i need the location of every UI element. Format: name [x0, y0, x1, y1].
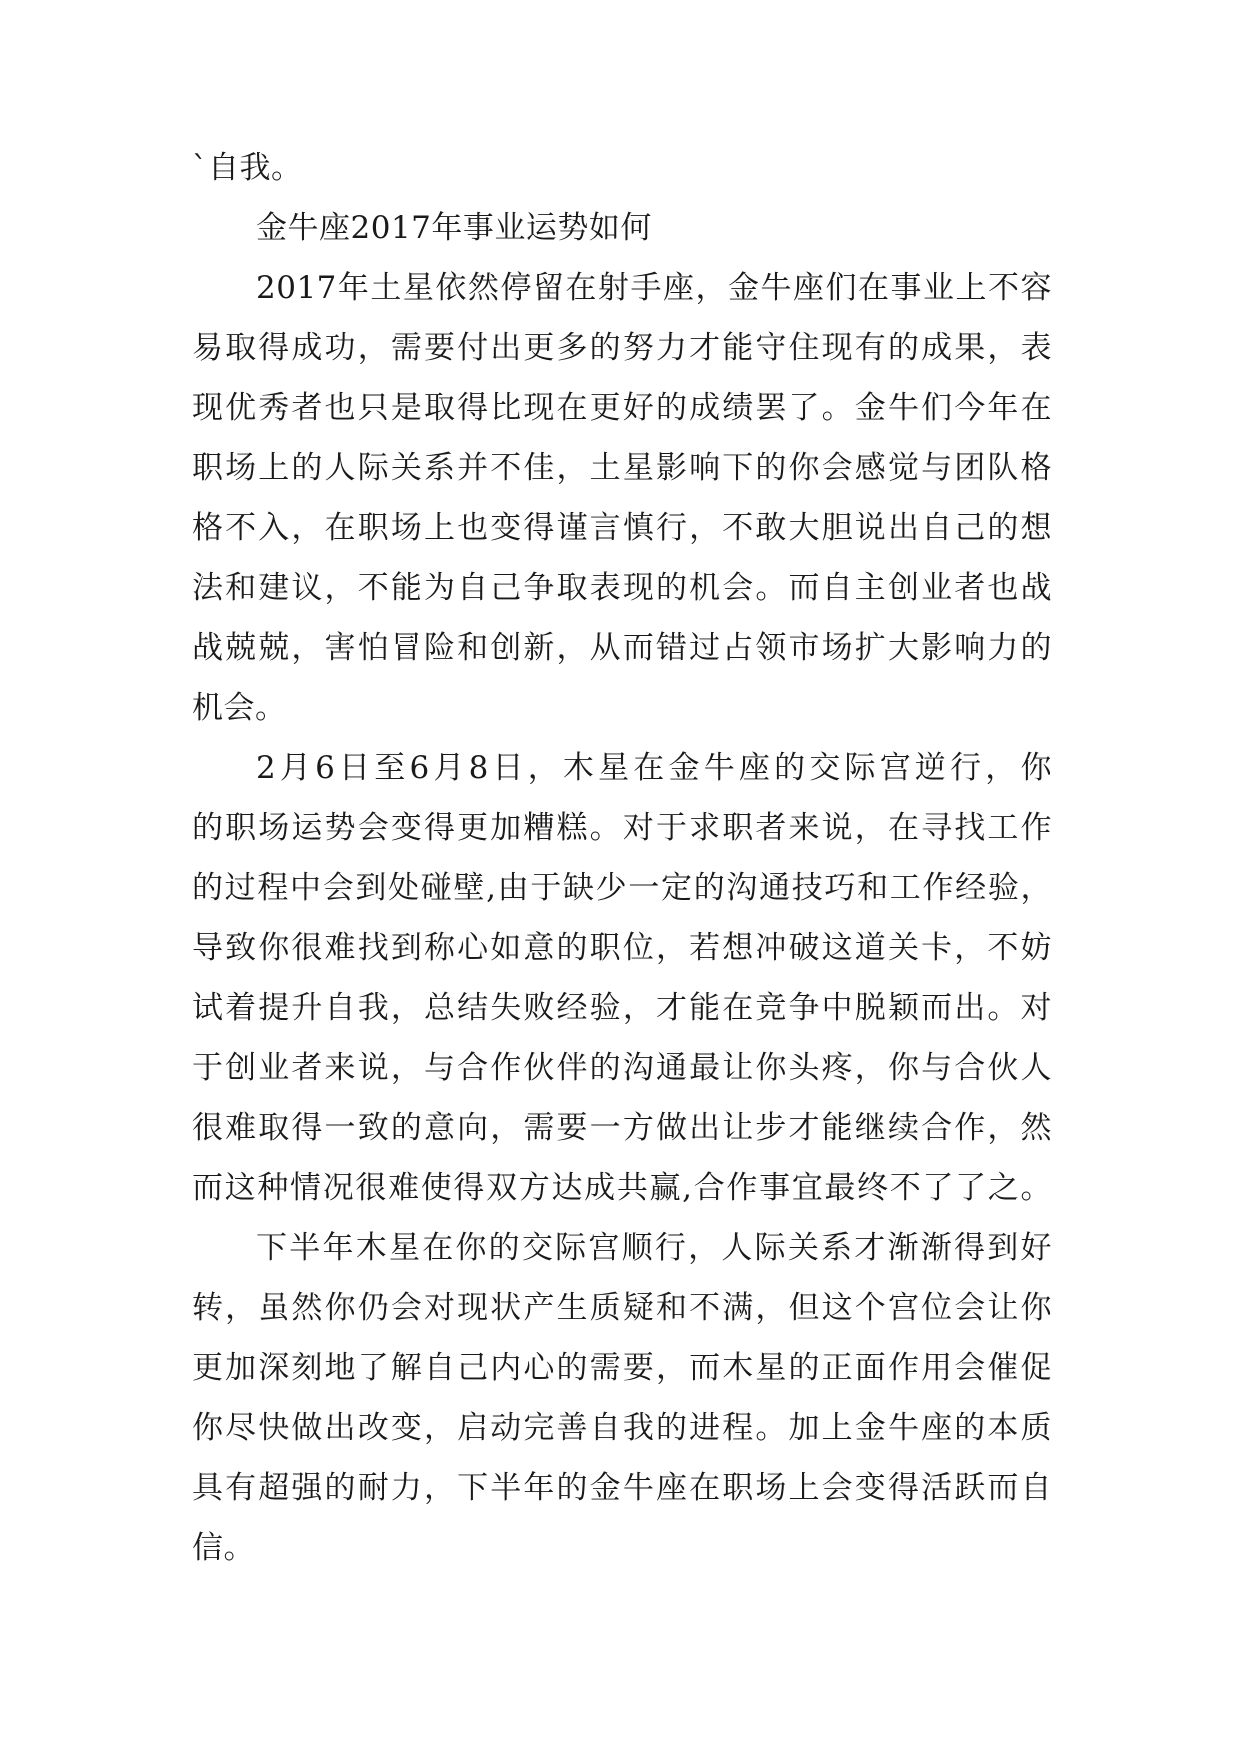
text-line-3: 2017年土星依然停留在射手座，金牛座们在事业上不容 [256, 270, 1052, 306]
text-line-16: 于创业者来说，与合作伙伴的沟通最让你头疼，你与合伙人 [192, 1050, 1052, 1086]
section-heading: 金牛座2017年事业运势如何 [256, 210, 652, 246]
text-line-19: 下半年木星在你的交际宫顺行，人际关系才渐渐得到好 [256, 1230, 1052, 1266]
text-line-1: `自我。 [192, 150, 303, 186]
text-line-13: 的过程中会到处碰壁,由于缺少一定的沟通技巧和工作经验， [192, 870, 1052, 906]
text-line-15: 试着提升自我，总结失败经验，才能在竞争中脱颖而出。对 [192, 990, 1052, 1026]
text-line-10: 机会。 [192, 690, 287, 726]
text-line-12: 的职场运势会变得更加糟糕。对于求职者来说，在寻找工作 [192, 810, 1052, 846]
text-line-9: 战兢兢，害怕冒险和创新，从而错过占领市场扩大影响力的 [192, 630, 1052, 666]
text-line-5: 现优秀者也只是取得比现在更好的成绩罢了。金牛们今年在 [192, 390, 1052, 426]
text-line-20: 转，虽然你仍会对现状产生质疑和不满，但这个宫位会让你 [192, 1290, 1052, 1326]
text-line-6: 职场上的人际关系并不佳，土星影响下的你会感觉与团队格 [192, 450, 1052, 486]
text-line-4: 易取得成功，需要付出更多的努力才能守住现有的成果，表 [192, 330, 1052, 366]
text-line-21: 更加深刻地了解自己内心的需要，而木星的正面作用会催促 [192, 1350, 1052, 1386]
text-line-14: 导致你很难找到称心如意的职位，若想冲破这道关卡，不妨 [192, 930, 1052, 966]
text-line-17: 很难取得一致的意向，需要一方做出让步才能继续合作，然 [192, 1110, 1052, 1146]
text-line-23: 具有超强的耐力，下半年的金牛座在职场上会变得活跃而自 [192, 1470, 1052, 1506]
text-line-11: 2月6日至6月8日，木星在金牛座的交际宫逆行，你 [256, 750, 1052, 786]
text-line-24: 信。 [192, 1530, 255, 1566]
text-line-7: 格不入，在职场上也变得谨言慎行，不敢大胆说出自己的想 [192, 510, 1052, 546]
text-line-22: 你尽快做出改变，启动完善自我的进程。加上金牛座的本质 [192, 1410, 1052, 1446]
text-line-18: 而这种情况很难使得双方达成共赢,合作事宜最终不了了之。 [192, 1170, 1052, 1206]
text-line-8: 法和建议，不能为自己争取表现的机会。而自主创业者也战 [192, 570, 1052, 606]
